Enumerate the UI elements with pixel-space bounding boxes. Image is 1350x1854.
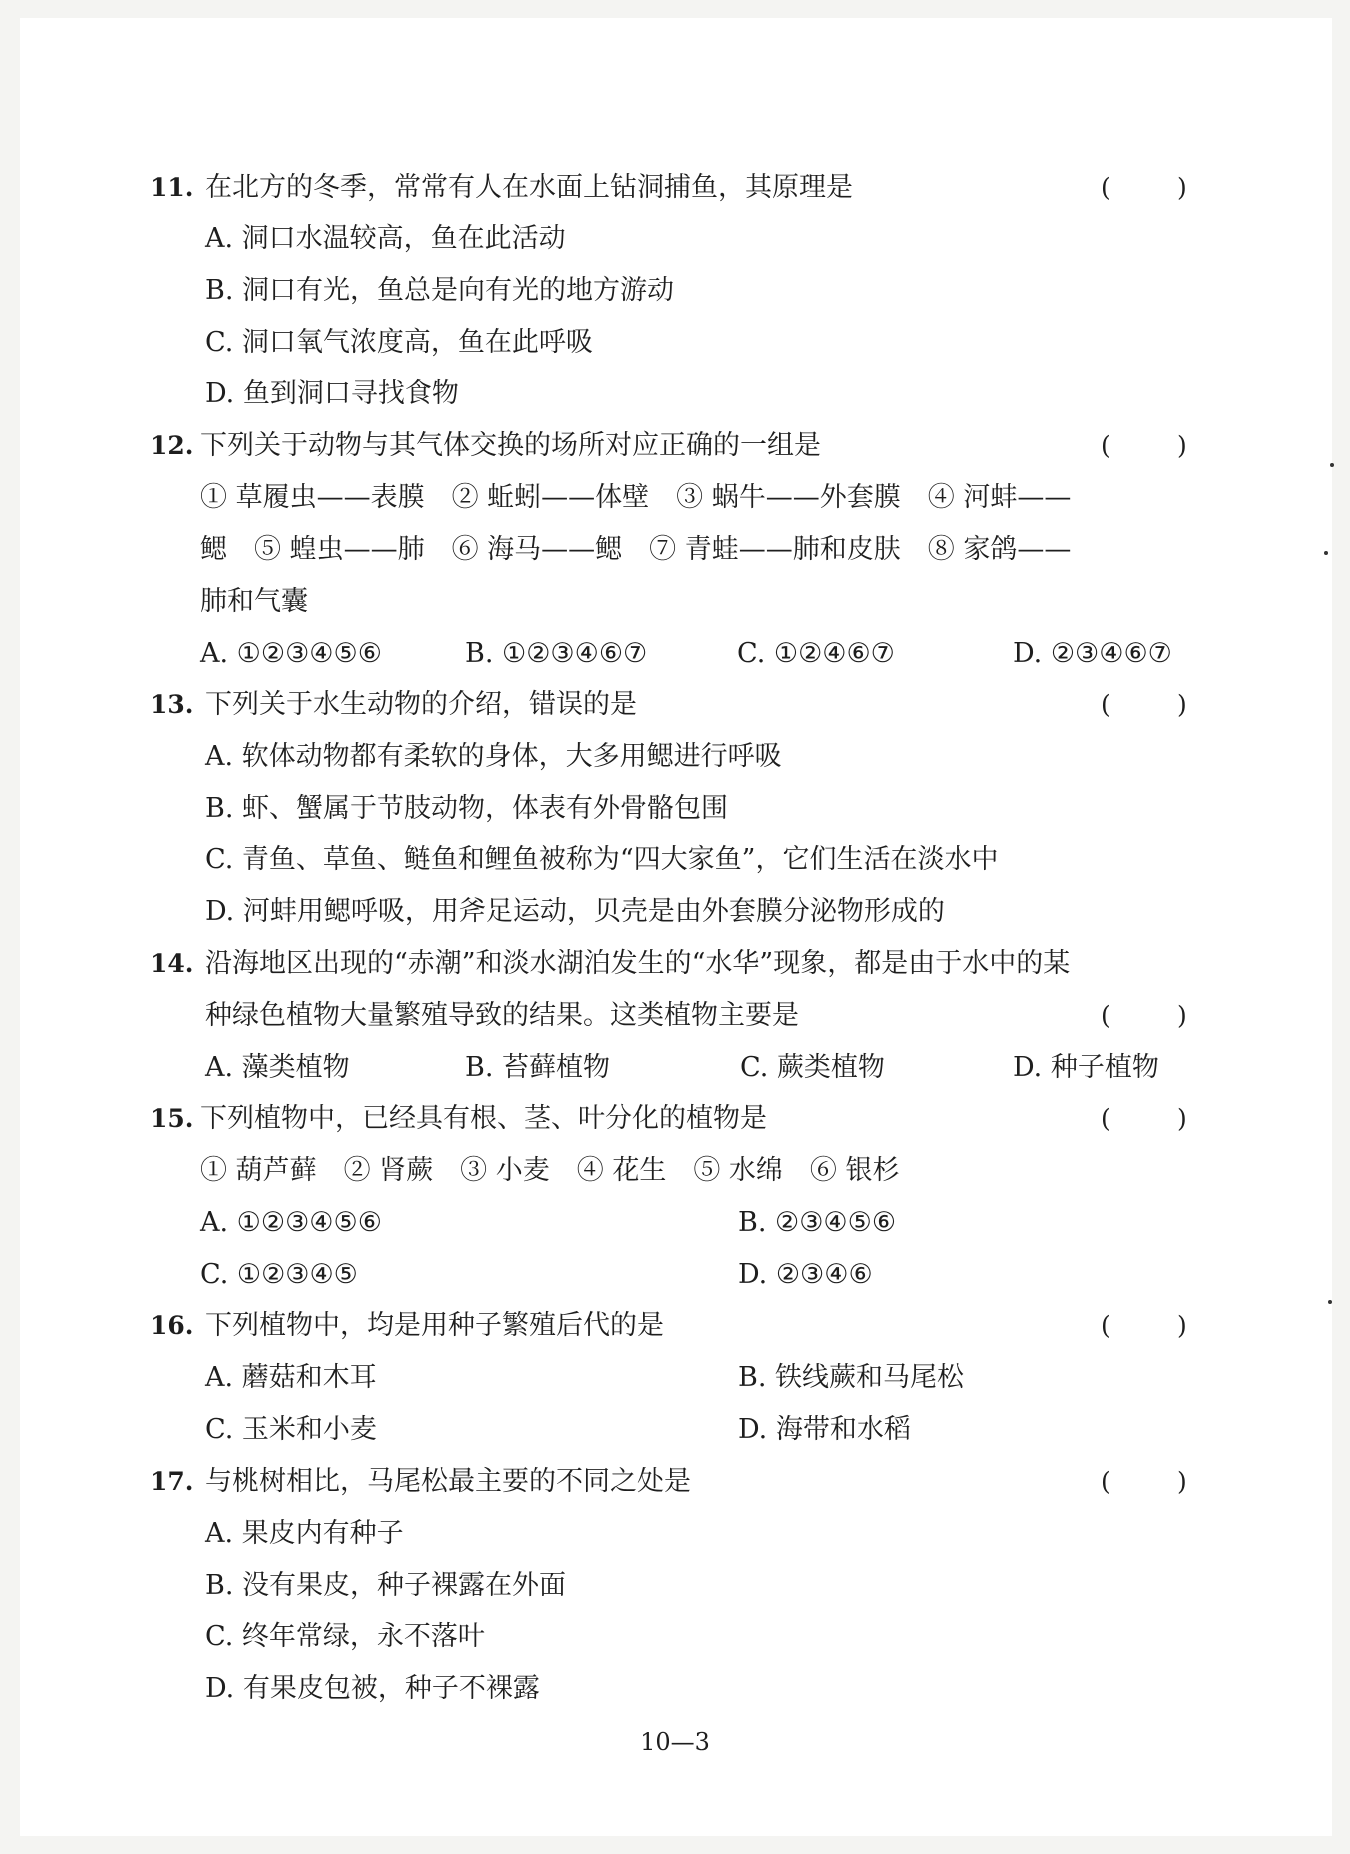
option-b: B. 没有果皮，种子裸露在外面 <box>205 1570 567 1601</box>
option-b: B. ②③④⑤⑥ <box>738 1207 897 1238</box>
question-number: 16. <box>150 1311 194 1340</box>
question-body-line: 鳃 ⑤ 蝗虫——肺 ⑥ 海马——鳃 ⑦ 青蛙——肺和皮肤 ⑧ 家鸽—— <box>200 534 1072 565</box>
option-a: A. 洞口水温较高，鱼在此活动 <box>205 223 566 254</box>
question-number: 13. <box>150 690 194 719</box>
scan-speck <box>1328 1300 1332 1304</box>
question-stem: 沿海地区出现的“赤潮”和淡水湖泊发生的“水华”现象，都是由于水中的某 <box>205 948 1071 979</box>
option-c: C. ①②③④⑤ <box>200 1259 358 1290</box>
option-a: A. ①②③④⑤⑥ <box>200 638 382 669</box>
question-stem: 下列关于水生动物的介绍，错误的是 <box>205 689 637 720</box>
question-body-line: 肺和气囊 <box>200 586 308 617</box>
question-stem-continued: 种绿色植物大量繁殖导致的结果。这类植物主要是 <box>205 1000 799 1031</box>
scan-speck <box>1330 463 1334 467</box>
option-c: C. 青鱼、草鱼、鲢鱼和鲤鱼被称为“四大家鱼”，它们生活在淡水中 <box>205 844 999 875</box>
question-stem: 在北方的冬季，常常有人在水面上钻洞捕鱼，其原理是 <box>205 172 853 203</box>
option-d: D. 鱼到洞口寻找食物 <box>205 378 459 409</box>
question-number: 15. <box>150 1104 194 1133</box>
question-body-line: ① 葫芦藓 ② 肾蕨 ③ 小麦 ④ 花生 ⑤ 水绵 ⑥ 银杉 <box>200 1155 900 1186</box>
option-c: C. 洞口氧气浓度高，鱼在此呼吸 <box>205 327 593 358</box>
option-d: D. 种子植物 <box>1013 1052 1159 1083</box>
question-number: 14. <box>150 949 194 978</box>
option-a: A. 藻类植物 <box>205 1052 350 1083</box>
option-d: D. 有果皮包被，种子不裸露 <box>205 1673 540 1704</box>
option-c: C. 蕨类植物 <box>740 1052 885 1083</box>
option-b: B. 洞口有光，鱼总是向有光的地方游动 <box>205 275 675 306</box>
question-number: 12. <box>150 431 194 460</box>
question-number: 17. <box>150 1467 194 1496</box>
option-b: B. 苔藓植物 <box>465 1052 611 1083</box>
option-d: D. 河蚌用鳃呼吸，用斧足运动，贝壳是由外套膜分泌物形成的 <box>205 896 945 927</box>
question-stem: 与桃树相比，马尾松最主要的不同之处是 <box>205 1466 691 1497</box>
page-number: 10—3 <box>640 1728 710 1756</box>
question-number: 11. <box>150 173 194 202</box>
option-a: A. ①②③④⑤⑥ <box>200 1207 382 1238</box>
option-c: C. 终年常绿，永不落叶 <box>205 1621 485 1652</box>
option-a: A. 果皮内有种子 <box>205 1518 404 1549</box>
scan-speck <box>1324 551 1328 555</box>
option-a: A. 软体动物都有柔软的身体，大多用鳃进行呼吸 <box>205 741 782 772</box>
option-c: C. 玉米和小麦 <box>205 1414 377 1445</box>
option-c: C. ①②④⑥⑦ <box>737 638 895 669</box>
question-body-line: ① 草履虫——表膜 ② 蚯蚓——体壁 ③ 蜗牛——外套膜 ④ 河蚌—— <box>200 482 1072 513</box>
question-stem: 下列植物中，均是用种子繁殖后代的是 <box>205 1310 664 1341</box>
option-a: A. 蘑菇和木耳 <box>205 1362 377 1393</box>
option-b: B. ①②③④⑥⑦ <box>465 638 648 669</box>
option-b: B. 铁线蕨和马尾松 <box>738 1362 965 1393</box>
option-d: D. 海带和水稻 <box>738 1414 911 1445</box>
option-b: B. 虾、蟹属于节肢动物，体表有外骨骼包围 <box>205 793 729 824</box>
option-d: D. ②③④⑥⑦ <box>1013 638 1172 669</box>
question-stem: 下列植物中，已经具有根、茎、叶分化的植物是 <box>200 1103 767 1134</box>
option-d: D. ②③④⑥ <box>738 1259 873 1290</box>
question-stem: 下列关于动物与其气体交换的场所对应正确的一组是 <box>200 430 821 461</box>
